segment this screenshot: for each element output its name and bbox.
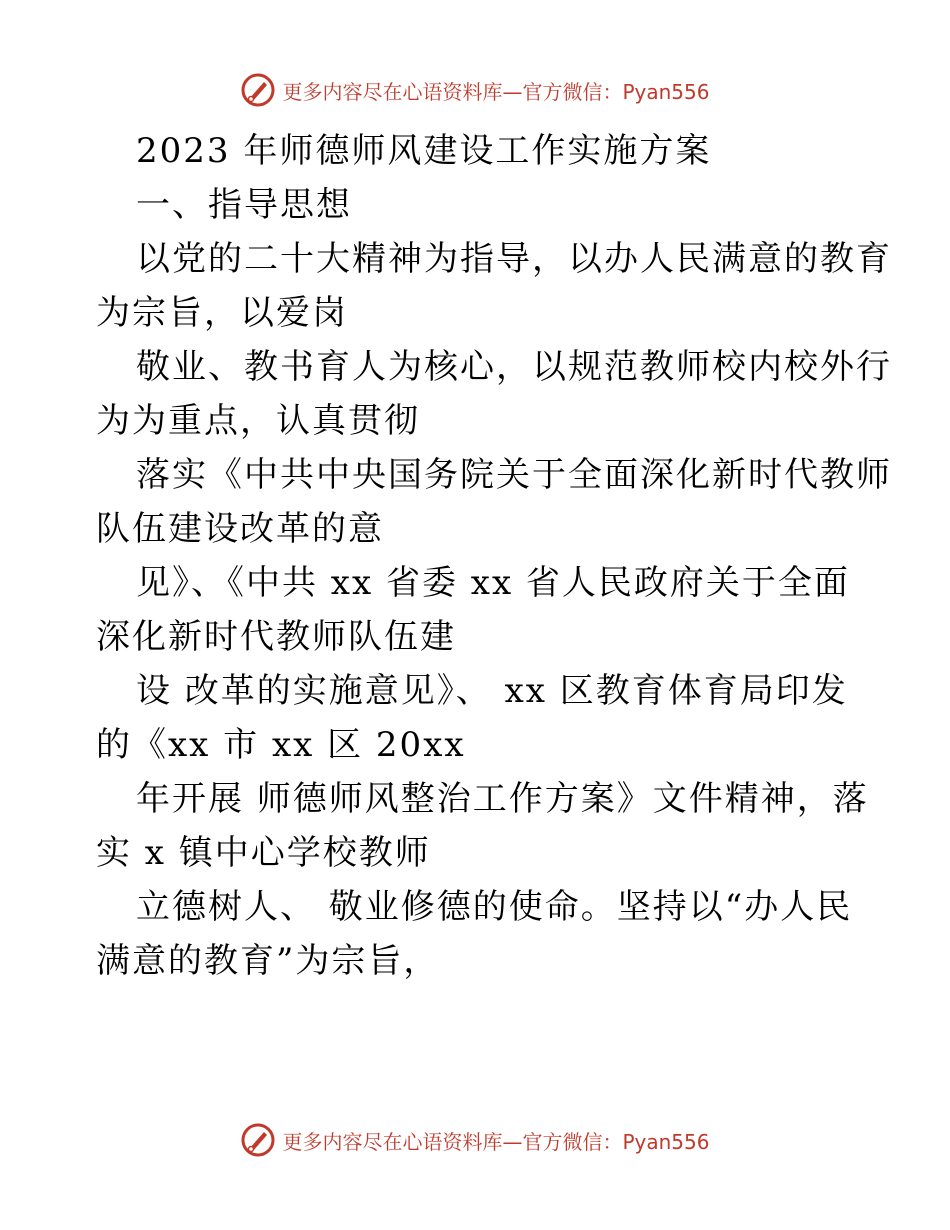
paragraph-line: 立德树人、 敬业修德的使命。坚持以“办人民 <box>136 887 853 927</box>
paragraph <box>96 232 892 340</box>
banner-text: 更多内容尽在心语资料库—官方微信：Pyan556 <box>282 79 710 104</box>
paragraph-line: 为为重点，认真贯彻 <box>96 401 420 441</box>
paragraph <box>96 664 856 772</box>
paragraph <box>96 340 892 448</box>
footer-banner <box>0 1120 950 1160</box>
header-banner <box>0 70 950 110</box>
pen-seal-icon <box>240 1122 276 1158</box>
paragraph-line: 满意的教育”为宗旨， <box>96 941 440 981</box>
paragraph-line: 见》、《中共 xx 省委 xx 省人民政府关于全面 <box>136 563 850 603</box>
paragraph <box>96 448 892 556</box>
section-heading: 一、指导思想 <box>136 185 352 225</box>
paragraph-line: 敬业、教书育人为核心，以规范教师校内校外行 <box>136 347 892 387</box>
paragraph-line: 实 x 镇中心学校教师 <box>96 833 431 873</box>
paragraph-line: 的《xx 市 xx 区 20xx <box>96 725 466 765</box>
paragraph-line: 为宗旨，以爱岗 <box>96 293 348 333</box>
paragraph <box>96 880 856 988</box>
paragraph <box>96 556 856 664</box>
paragraph-line: 年开展 师德师风整治工作方案》文件精神，落 <box>136 779 869 819</box>
paragraph-line: 设 改革的实施意见》、 xx 区教育体育局印发 <box>136 671 848 711</box>
document-title: 2023 年师德师风建设工作实施方案 <box>136 131 712 171</box>
paragraph-line: 深化新时代教师队伍建 <box>96 617 456 657</box>
banner-text: 更多内容尽在心语资料库—官方微信：Pyan556 <box>282 1129 710 1154</box>
paragraph <box>96 772 869 880</box>
document-body <box>96 124 892 988</box>
paragraph-line: 以党的二十大精神为指导，以办人民满意的教育 <box>136 239 892 279</box>
pen-seal-icon <box>240 72 276 108</box>
paragraph-line: 落实《中共中央国务院关于全面深化新时代教师 <box>136 455 892 495</box>
paragraph-line: 队伍建设改革的意 <box>96 509 384 549</box>
